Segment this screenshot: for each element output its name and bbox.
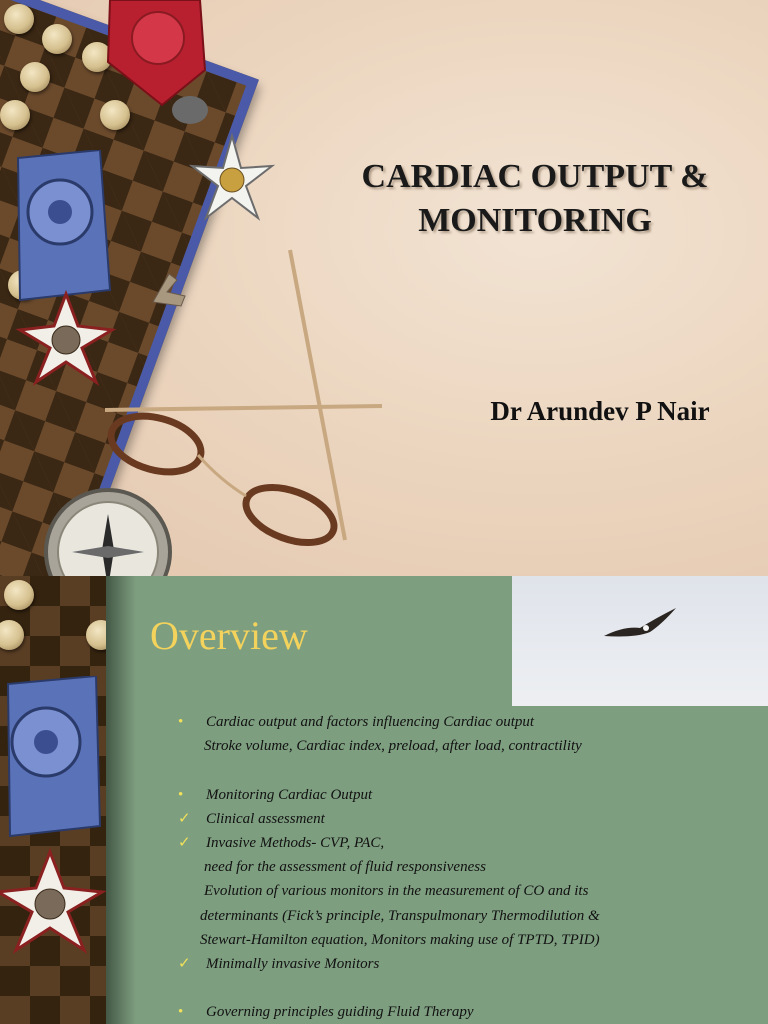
list-item: • Governing principles guiding Fluid Therapy — [178, 1000, 738, 1024]
checkmark-icon: ✓ — [178, 810, 191, 827]
list-item: ✓ Clinical assessment — [178, 807, 738, 831]
checkmark-icon: ✓ — [178, 955, 191, 972]
bullet-icon: • — [178, 1004, 184, 1021]
author-name: Dr Arundev P Nair — [490, 396, 710, 426]
coin-peg — [86, 620, 106, 650]
list-item: ✓ Invasive Methods- CVP, PAC, — [178, 831, 738, 855]
list-item: Stewart-Hamilton equation, Monitors making use of TPTD, TPID) — [200, 931, 600, 948]
list-item: Evolution of various monitors in the measurement of CO and its — [204, 883, 589, 900]
eagle-icon — [600, 604, 680, 644]
list-item-blank — [178, 976, 738, 1000]
overview-slide — [0, 576, 768, 1024]
eagle-photo — [512, 576, 768, 706]
blue-medal-icon — [0, 676, 106, 976]
title-line-1: CARDIAC OUTPUT & — [361, 158, 709, 195]
list-item: Stroke volume, Cardiac index, preload, after load, contractility — [204, 738, 582, 755]
coin-peg — [42, 24, 72, 54]
bullet-icon: • — [178, 714, 184, 730]
slide-title — [300, 155, 768, 243]
list-item: • Monitoring Cardiac Output — [178, 783, 738, 807]
coin-peg — [0, 620, 24, 650]
list-item: need for the assessment of fluid responsiveness — [204, 859, 486, 876]
bullet-list — [178, 710, 738, 1024]
list-item-blank — [178, 758, 738, 782]
list-item: ✓ Minimally invasive Monitors — [178, 952, 738, 976]
medal-board-strip — [0, 576, 106, 1024]
coin-peg — [4, 580, 34, 610]
coin-peg — [4, 4, 34, 34]
compass-icon — [42, 488, 182, 576]
checkmark-icon: ✓ — [178, 834, 191, 851]
overview-heading: Overview — [150, 613, 308, 658]
list-item: determinants (Fick’s principle, Transpulmonary Thermodilution & — [200, 907, 600, 924]
strip-shadow — [106, 576, 136, 1024]
title-line-2: MONITORING — [418, 202, 652, 239]
list-item: • Cardiac output and factors influencing Cardiac output — [178, 710, 738, 734]
bullet-icon: • — [178, 786, 184, 803]
coin-peg — [0, 100, 30, 130]
coin-peg — [20, 62, 50, 92]
